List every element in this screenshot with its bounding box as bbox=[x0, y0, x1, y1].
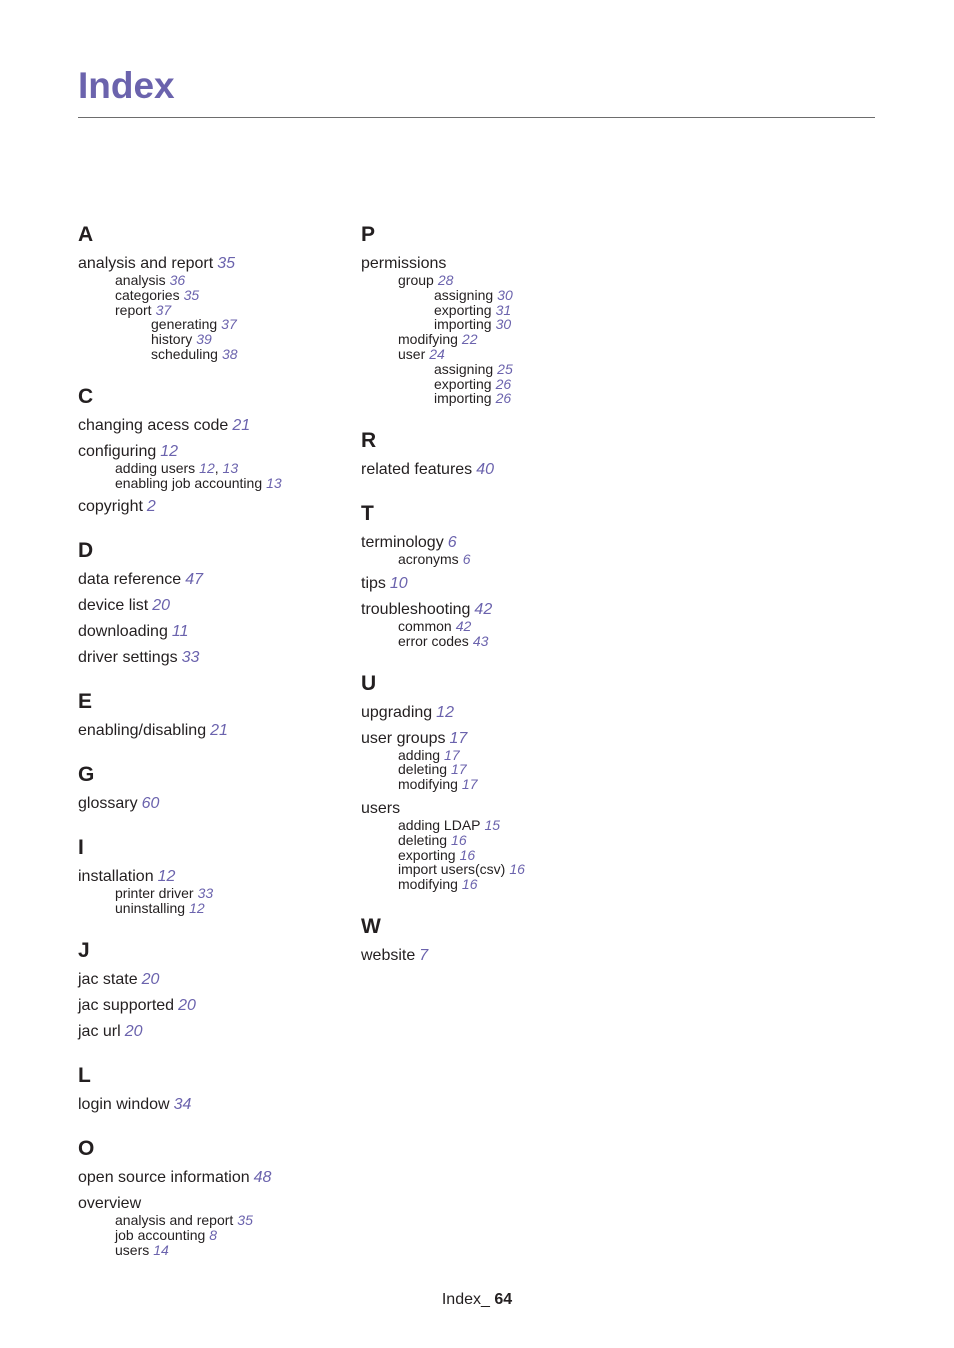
footer-label: Index_ bbox=[441, 1291, 490, 1308]
index-entry bbox=[78, 794, 348, 813]
index-term bbox=[361, 460, 661, 479]
index-subterm bbox=[361, 347, 661, 362]
index-section-g bbox=[78, 762, 348, 813]
term-text: tips bbox=[361, 574, 386, 592]
page-reference-link[interactable]: 42 bbox=[455, 617, 472, 634]
term-text: modifying bbox=[398, 876, 458, 893]
page-footer bbox=[0, 1291, 954, 1309]
index-entry bbox=[78, 416, 348, 435]
index-subterm bbox=[78, 886, 348, 901]
index-entry bbox=[78, 596, 348, 615]
term-text: permissions bbox=[361, 255, 447, 272]
index-subterm bbox=[361, 273, 661, 288]
term-text: driver settings bbox=[78, 649, 178, 667]
page-reference-link[interactable]: 16 bbox=[509, 861, 525, 878]
index-entry bbox=[78, 996, 348, 1015]
page-reference-link[interactable]: 37 bbox=[221, 316, 237, 333]
index-subterm bbox=[78, 332, 348, 347]
index-subterm bbox=[78, 1213, 348, 1228]
index-section-j bbox=[78, 938, 348, 1041]
term-text: analysis and report bbox=[78, 255, 214, 272]
page-reference-link[interactable]: 25 bbox=[497, 360, 513, 377]
index-term bbox=[78, 570, 348, 589]
page-reference-link[interactable]: 31 bbox=[495, 301, 512, 318]
page-reference-link[interactable]: 12 bbox=[189, 900, 205, 917]
page-reference-link[interactable]: 30 bbox=[497, 286, 513, 303]
index-entry bbox=[78, 442, 348, 491]
index-term bbox=[78, 867, 348, 886]
section-letter: L bbox=[78, 1063, 91, 1087]
index-term bbox=[78, 596, 348, 615]
index-subterm bbox=[361, 362, 661, 377]
index-section-a bbox=[78, 222, 348, 362]
page-reference-link[interactable]: 38 bbox=[221, 345, 238, 362]
term-text: analysis bbox=[115, 272, 166, 288]
term-text: printer driver bbox=[115, 885, 194, 902]
index-subterm bbox=[361, 619, 661, 634]
section-letter: I bbox=[78, 836, 84, 860]
index-entry bbox=[78, 1168, 348, 1187]
index-subterm bbox=[78, 1243, 348, 1258]
index-term bbox=[78, 794, 348, 813]
term-text: installation bbox=[78, 868, 154, 886]
index-section-e bbox=[78, 689, 348, 740]
term-text: jac state bbox=[78, 970, 138, 988]
index-entry bbox=[78, 622, 348, 641]
index-subterm bbox=[361, 877, 661, 892]
term-text: users bbox=[361, 799, 401, 817]
index-term bbox=[361, 729, 661, 748]
index-subterm bbox=[78, 347, 348, 362]
page-reference-link[interactable]: 11 bbox=[171, 623, 189, 641]
term-text: copyright bbox=[78, 498, 143, 516]
page-reference-link[interactable]: 8 bbox=[209, 1226, 218, 1243]
page-reference-link[interactable]: 22 bbox=[461, 331, 478, 348]
index-subterm bbox=[361, 848, 661, 863]
page-reference-link[interactable]: 2 bbox=[146, 498, 156, 516]
page-reference-link[interactable]: 13 bbox=[222, 459, 239, 476]
index-subterm bbox=[78, 303, 348, 318]
page-reference-link[interactable]: 26 bbox=[495, 375, 512, 392]
term-text: enabling job accounting bbox=[115, 474, 263, 491]
index-term bbox=[78, 970, 348, 989]
index-entry bbox=[361, 703, 661, 722]
page-reference-link[interactable]: 39 bbox=[196, 331, 212, 348]
term-text: group bbox=[398, 272, 434, 288]
section-letter: P bbox=[361, 223, 376, 246]
index-entry bbox=[78, 570, 348, 589]
term-text: user bbox=[398, 345, 426, 362]
page-reference-link[interactable]: 35 bbox=[183, 286, 200, 303]
index-subterm bbox=[78, 273, 348, 288]
index-term bbox=[78, 442, 348, 461]
index-subterm: adding users 12, 13 bbox=[115, 459, 239, 476]
term-text: acronyms bbox=[398, 551, 459, 568]
term-text: configuring bbox=[78, 442, 157, 460]
index-entry bbox=[78, 648, 348, 667]
page-reference-link[interactable]: 13 bbox=[266, 474, 282, 491]
term-text: analysis and report bbox=[115, 1211, 234, 1228]
page-reference-link[interactable]: 40 bbox=[476, 461, 494, 479]
index-subterm bbox=[361, 634, 661, 649]
index-term bbox=[78, 622, 348, 641]
term-text: enabling/disabling bbox=[78, 722, 207, 740]
index-term bbox=[361, 799, 661, 818]
index-subterm bbox=[361, 303, 661, 318]
page-reference-link[interactable]: 17 bbox=[461, 776, 478, 793]
index-section-w bbox=[361, 914, 661, 965]
page-reference-link[interactable]: 60 bbox=[141, 795, 160, 813]
section-letter: R bbox=[361, 429, 377, 453]
term-text: common bbox=[398, 617, 452, 634]
term-text: scheduling bbox=[151, 345, 218, 362]
index-entry bbox=[78, 867, 348, 916]
index-section-c bbox=[78, 384, 348, 517]
index-subterm bbox=[361, 818, 661, 833]
section-letter: E bbox=[78, 690, 93, 714]
page-reference-link[interactable]: 17 bbox=[451, 761, 467, 778]
page-reference-link[interactable]: 33 bbox=[181, 649, 200, 667]
page-reference-link[interactable]: 16 bbox=[461, 876, 478, 893]
page-reference-link[interactable]: 17 bbox=[444, 746, 460, 763]
index-subterm bbox=[361, 552, 661, 567]
index-entry bbox=[361, 729, 661, 792]
index-entry bbox=[361, 574, 661, 593]
index-section-t bbox=[361, 501, 661, 648]
page-reference-link[interactable]: 47 bbox=[185, 571, 203, 589]
term-text: adding users bbox=[115, 459, 196, 476]
index-entry bbox=[78, 1095, 348, 1114]
page-reference-link[interactable]: 34 bbox=[173, 1095, 192, 1113]
index-section-d bbox=[78, 538, 348, 667]
page-reference-link[interactable]: 7 bbox=[419, 946, 429, 964]
page-reference-link[interactable]: 20 bbox=[124, 1022, 143, 1040]
index-entry bbox=[78, 1022, 348, 1041]
page-reference-link[interactable]: 20 bbox=[152, 597, 171, 615]
section-letter: T bbox=[361, 502, 374, 526]
index-entry bbox=[78, 721, 348, 740]
index-subterm bbox=[361, 762, 661, 777]
index-section-p bbox=[361, 222, 661, 406]
term-text: assigning bbox=[434, 286, 494, 303]
index-term bbox=[78, 1168, 348, 1187]
index-term bbox=[78, 996, 348, 1015]
index-entry bbox=[361, 799, 661, 892]
index-section-l bbox=[78, 1063, 348, 1114]
term-text: modifying bbox=[398, 776, 458, 793]
index-subterm bbox=[361, 777, 661, 792]
index-term bbox=[361, 533, 661, 552]
index-subterm bbox=[361, 332, 661, 347]
page-reference-link[interactable]: 20 bbox=[178, 996, 196, 1014]
page-reference-link[interactable]: 37 bbox=[155, 301, 172, 318]
page-reference-link[interactable]: 24 bbox=[429, 345, 445, 362]
term-text: downloading bbox=[78, 623, 168, 641]
section-letter: W bbox=[361, 914, 381, 938]
index-term bbox=[78, 497, 348, 516]
page-reference-link[interactable]: 12 bbox=[199, 459, 215, 476]
term-text: open source information bbox=[78, 1168, 250, 1186]
term-text: deleting bbox=[398, 761, 448, 778]
term-text: modifying bbox=[398, 331, 458, 348]
page-reference-link[interactable]: 26 bbox=[495, 390, 512, 407]
index-subterm bbox=[78, 288, 348, 303]
term-text: user groups bbox=[361, 729, 446, 747]
section-letter: D bbox=[78, 539, 94, 563]
index-subterm bbox=[361, 748, 661, 763]
term-text: assigning bbox=[434, 360, 494, 377]
term-text: related features bbox=[361, 461, 473, 479]
index-subterm bbox=[78, 1228, 348, 1243]
term-text: data reference bbox=[78, 571, 182, 589]
index-term bbox=[361, 574, 661, 593]
term-text: glossary bbox=[78, 795, 138, 813]
index-entry bbox=[361, 600, 661, 649]
page-reference-link[interactable]: 35 bbox=[217, 255, 235, 272]
index-term bbox=[78, 721, 348, 740]
index-subterm bbox=[361, 317, 661, 332]
term-text: categories bbox=[115, 286, 180, 303]
term-text: deleting bbox=[398, 831, 448, 848]
index-term bbox=[78, 416, 348, 435]
term-text: terminology bbox=[361, 534, 444, 552]
page-reference-link[interactable]: 36 bbox=[169, 272, 186, 288]
index-term bbox=[78, 1194, 348, 1213]
page-reference-link[interactable]: 16 bbox=[459, 846, 476, 863]
index-section-u bbox=[361, 671, 661, 892]
index-subterm bbox=[78, 901, 348, 916]
section-letter: O bbox=[78, 1136, 95, 1160]
term-text: changing acess code bbox=[78, 416, 229, 434]
index-subterm bbox=[78, 317, 348, 332]
section-letter: G bbox=[78, 763, 95, 787]
term-text: importing bbox=[434, 390, 492, 407]
index-subterm bbox=[361, 862, 661, 877]
page-reference-link[interactable]: 10 bbox=[389, 574, 408, 592]
term-text: exporting bbox=[434, 375, 492, 392]
index-column-left bbox=[78, 222, 348, 1279]
index-entry bbox=[78, 254, 348, 362]
page-reference-link[interactable]: 15 bbox=[484, 816, 501, 833]
index-section-i bbox=[78, 835, 348, 916]
index-column-right bbox=[361, 222, 661, 987]
term-text: users bbox=[115, 1241, 150, 1258]
page-title: Index bbox=[78, 65, 175, 106]
page-reference-link[interactable]: 48 bbox=[253, 1168, 272, 1186]
index-entry bbox=[78, 970, 348, 989]
term-text: upgrading bbox=[361, 703, 433, 721]
term-text: device list bbox=[78, 597, 149, 615]
page-reference-link[interactable]: 20 bbox=[141, 970, 160, 988]
page-reference-link[interactable]: 42 bbox=[474, 600, 493, 618]
term-text: troubleshooting bbox=[361, 600, 471, 618]
term-text: import users(csv) bbox=[398, 861, 506, 878]
page-reference-link[interactable]: 12 bbox=[160, 442, 179, 460]
page-reference-link[interactable]: 14 bbox=[153, 1241, 169, 1258]
term-text: history bbox=[151, 331, 193, 348]
index-entry bbox=[361, 460, 661, 479]
section-letter: J bbox=[78, 938, 90, 962]
index-term bbox=[361, 600, 661, 619]
page-reference-link[interactable]: 21 bbox=[232, 416, 251, 434]
section-letter: C bbox=[78, 384, 94, 408]
index-term bbox=[361, 946, 661, 965]
index-term bbox=[78, 254, 348, 273]
page-reference-link[interactable]: 17 bbox=[449, 729, 468, 747]
term-text: exporting bbox=[398, 846, 456, 863]
section-letter: A bbox=[78, 223, 94, 246]
page-reference-link[interactable]: 16 bbox=[451, 831, 467, 848]
index-subterm bbox=[361, 833, 661, 848]
page-reference-link[interactable]: 43 bbox=[472, 632, 489, 649]
title-divider bbox=[78, 117, 875, 118]
page-reference-link[interactable]: 35 bbox=[237, 1211, 253, 1228]
term-text: report bbox=[115, 301, 152, 318]
index-subterm bbox=[361, 377, 661, 392]
index-term bbox=[361, 254, 661, 273]
term-text: adding bbox=[398, 746, 441, 763]
index-entry bbox=[78, 1194, 348, 1257]
term-text: overview bbox=[78, 1194, 142, 1212]
index-entry bbox=[78, 497, 348, 516]
index-term bbox=[361, 703, 661, 722]
page-reference-link[interactable]: 28 bbox=[437, 272, 454, 288]
page-number: 64 bbox=[494, 1291, 513, 1308]
term-text: exporting bbox=[434, 301, 492, 318]
index-term bbox=[78, 1095, 348, 1114]
section-letter: U bbox=[361, 671, 377, 695]
index-subterm bbox=[78, 476, 348, 491]
term-text: job accounting bbox=[115, 1226, 206, 1243]
index-entry bbox=[361, 946, 661, 965]
index-entry bbox=[361, 533, 661, 567]
index-section-o bbox=[78, 1136, 348, 1257]
page-reference-link[interactable]: 21 bbox=[210, 722, 228, 740]
page-reference-link[interactable]: 6 bbox=[462, 551, 471, 568]
page-reference-link[interactable]: 12 bbox=[436, 703, 454, 721]
index-subterm bbox=[361, 288, 661, 303]
term-text: website bbox=[361, 946, 416, 964]
page-reference-link[interactable]: 33 bbox=[197, 885, 214, 902]
term-text: jac url bbox=[78, 1022, 121, 1040]
term-text: generating bbox=[151, 316, 218, 333]
term-text: uninstalling bbox=[115, 900, 186, 917]
index-section-r bbox=[361, 428, 661, 479]
index-term bbox=[78, 1022, 348, 1041]
page-reference-link[interactable]: 30 bbox=[495, 316, 512, 333]
term-text: importing bbox=[434, 316, 492, 333]
term-text: jac supported bbox=[78, 996, 175, 1014]
term-text: error codes bbox=[398, 632, 469, 649]
index-entry bbox=[361, 254, 661, 406]
page-reference-link[interactable]: 6 bbox=[447, 534, 457, 552]
index-term bbox=[78, 648, 348, 667]
index-subterm bbox=[361, 391, 661, 406]
term-text: login window bbox=[78, 1095, 170, 1113]
page-reference-link[interactable]: 12 bbox=[157, 868, 176, 886]
term-text: adding LDAP bbox=[398, 816, 481, 833]
